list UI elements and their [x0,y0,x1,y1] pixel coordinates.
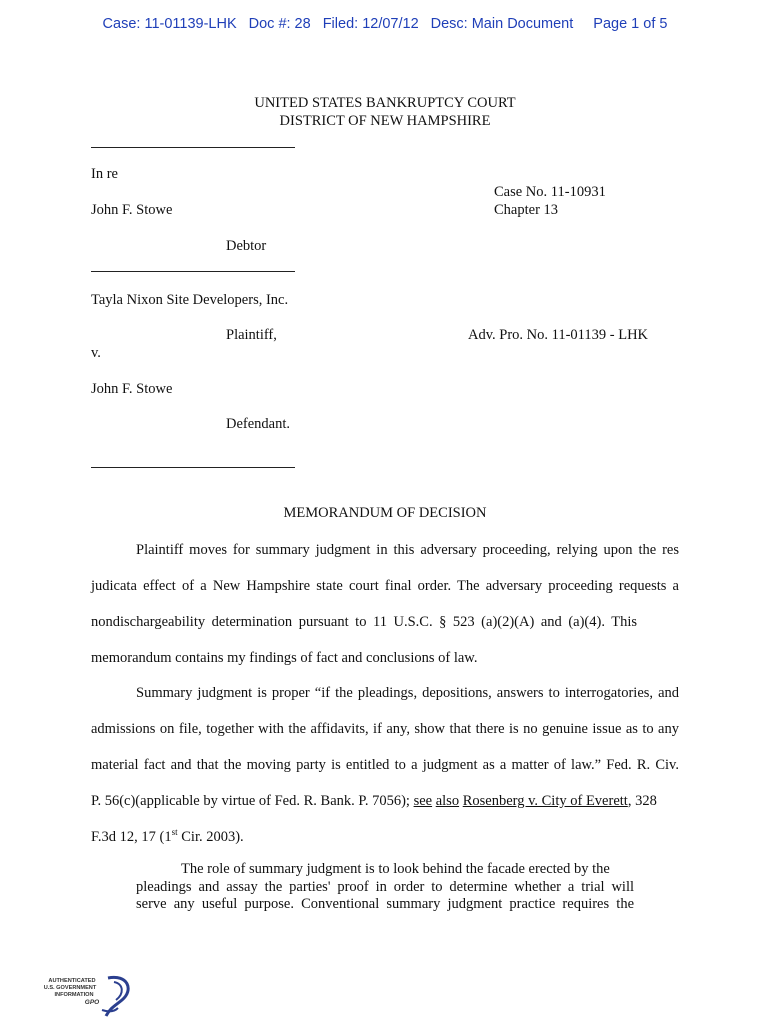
defendant-role: Defendant. [226,416,291,432]
versus-label: v. [91,345,101,361]
citation-signal-also: also [435,793,460,809]
citation-volume: , 328 [627,793,657,809]
header-page: Page 1 of 5 [593,16,668,32]
defendant-name: John F. Stowe [91,381,173,397]
court-name: UNITED STATES BANKRUPTCY COURT [254,95,516,111]
paragraph-2 [91,675,679,855]
paragraph-line [91,783,679,819]
case-citation-name: Rosenberg v. City of Everett [462,793,628,809]
debtor-name: John F. Stowe [91,202,173,218]
seal-text-information: INFORMATION [54,992,94,998]
header-case: Case: 11-01139-LHK [102,16,237,32]
document-title: MEMORANDUM OF DECISION [283,505,487,521]
header-desc: Desc: Main Document [430,16,574,32]
paragraph-line: Summary judgment is proper “if the pleadings, depositions, answers to interrogatories, and [136,685,679,701]
paragraph-line: judicata effect of a New Hampshire state court final order. The adversary proceeding requests a [91,578,679,594]
plaintiff-name: Tayla Nixon Site Developers, Inc. [91,292,289,308]
caption-divider [91,271,295,272]
citation-reporter: F.3d 12, 17 (1 [91,829,172,845]
block-quote [136,861,634,914]
seal-text-authenticated: AUTHENTICATED [48,978,96,984]
paragraph-line [91,819,679,855]
chapter-label: Chapter 13 [494,202,559,218]
case-number: Case No. 11-10931 [494,184,606,200]
paragraph-line: nondischargeability determination pursuant to 11 U.S.C. § 523 (a)(2)(A) and (a)(4). This [91,614,637,630]
ordinal-suffix: st [171,827,178,838]
quote-line: serve any useful purpose. Conventional summary judgment practice requires the [136,896,634,912]
citation-signal-see: see [413,793,433,809]
debtor-role: Debtor [226,238,267,254]
caption-divider [91,467,295,468]
paragraph-line: material fact and that the moving party is entitled to a judgment as a matter of law.” Fed. R. Civ. [91,757,679,773]
paragraph-line: admissions on file, together with the affidavits, if any, show that there is no genuine issue as to any [91,721,679,737]
header-filed: Filed: 12/07/12 [322,16,419,32]
seal-text-government: U.S. GOVERNMENT [44,985,97,991]
quote-line: The role of summary judgment is to look behind the facade erected by the [181,861,610,877]
adversary-number: Adv. Pro. No. 11-01139 - LHK [468,327,649,343]
header-doc: Doc #: 28 [248,16,311,32]
gpo-authentication-seal [44,972,134,1018]
in-re-label: In re [91,166,118,182]
seal-text-gpo: GPO [84,999,100,1006]
filing-header [0,16,770,32]
plaintiff-role: Plaintiff, [226,327,277,343]
paragraph-line: memorandum contains my findings of fact and conclusions of law. [91,650,478,666]
citation-court-year: Cir. 2003). [177,829,244,845]
caption-divider [91,147,295,148]
quote-line: pleadings and assay the parties' proof in order to determine whether a trial will [136,878,634,895]
paragraph-line: Plaintiff moves for summary judgment in this adversary proceeding, relying upon the res [136,542,679,558]
citation-text: P. 56(c)(applicable by virtue of Fed. R. Bank. P. 7056); [91,793,414,809]
court-district: DISTRICT OF NEW HAMPSHIRE [279,113,491,129]
paragraph-1 [91,532,679,676]
